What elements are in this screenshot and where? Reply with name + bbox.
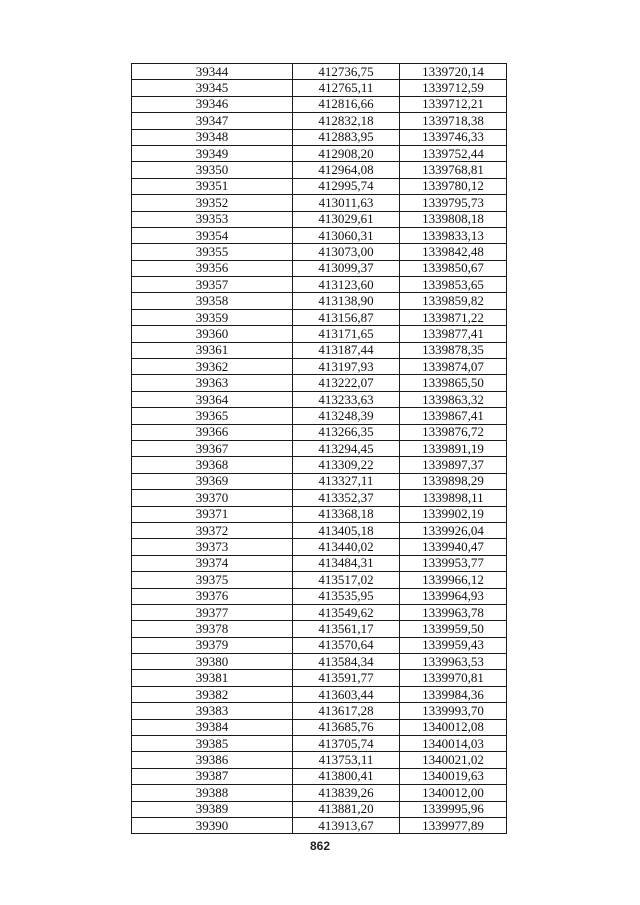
point-number-cell: 39386 bbox=[132, 752, 293, 768]
y-coordinate-cell: 1339891,19 bbox=[400, 440, 507, 456]
x-coordinate-cell: 413138,90 bbox=[293, 293, 400, 309]
y-coordinate-cell: 1339970,81 bbox=[400, 670, 507, 686]
x-coordinate-cell: 413549,62 bbox=[293, 604, 400, 620]
y-coordinate-cell: 1339876,72 bbox=[400, 424, 507, 440]
y-coordinate-cell: 1340021,02 bbox=[400, 752, 507, 768]
table-row bbox=[132, 637, 507, 653]
point-number-cell: 39369 bbox=[132, 473, 293, 489]
x-coordinate-cell: 412765,11 bbox=[293, 80, 400, 96]
page-number: 862 bbox=[309, 839, 331, 853]
x-coordinate-cell: 413073,00 bbox=[293, 244, 400, 260]
x-coordinate-cell: 413800,41 bbox=[293, 768, 400, 784]
table-row bbox=[132, 113, 507, 129]
table-row bbox=[132, 64, 507, 80]
y-coordinate-cell: 1339768,81 bbox=[400, 162, 507, 178]
table-row bbox=[132, 260, 507, 276]
y-coordinate-cell: 1339795,73 bbox=[400, 195, 507, 211]
table-row bbox=[132, 588, 507, 604]
y-coordinate-cell: 1339964,93 bbox=[400, 588, 507, 604]
point-number-cell: 39359 bbox=[132, 309, 293, 325]
x-coordinate-cell: 413029,61 bbox=[293, 211, 400, 227]
y-coordinate-cell: 1339863,32 bbox=[400, 391, 507, 407]
table-row bbox=[132, 195, 507, 211]
y-coordinate-cell: 1339993,70 bbox=[400, 703, 507, 719]
point-number-cell: 39388 bbox=[132, 785, 293, 801]
point-number-cell: 39382 bbox=[132, 686, 293, 702]
x-coordinate-cell: 413535,95 bbox=[293, 588, 400, 604]
y-coordinate-cell: 1339959,50 bbox=[400, 621, 507, 637]
point-number-cell: 39360 bbox=[132, 326, 293, 342]
coordinates-table bbox=[131, 63, 507, 834]
point-number-cell: 39363 bbox=[132, 375, 293, 391]
point-number-cell: 39344 bbox=[132, 64, 293, 80]
point-number-cell: 39381 bbox=[132, 670, 293, 686]
point-number-cell: 39370 bbox=[132, 490, 293, 506]
table-row bbox=[132, 309, 507, 325]
table-row bbox=[132, 129, 507, 145]
x-coordinate-cell: 412995,74 bbox=[293, 178, 400, 194]
y-coordinate-cell: 1339712,21 bbox=[400, 96, 507, 112]
table-row bbox=[132, 457, 507, 473]
y-coordinate-cell: 1339977,89 bbox=[400, 817, 507, 833]
table-row bbox=[132, 736, 507, 752]
y-coordinate-cell: 1339963,78 bbox=[400, 604, 507, 620]
x-coordinate-cell: 412832,18 bbox=[293, 113, 400, 129]
x-coordinate-cell: 413233,63 bbox=[293, 391, 400, 407]
y-coordinate-cell: 1339780,12 bbox=[400, 178, 507, 194]
table-row bbox=[132, 522, 507, 538]
x-coordinate-cell: 413187,44 bbox=[293, 342, 400, 358]
x-coordinate-cell: 413603,44 bbox=[293, 686, 400, 702]
y-coordinate-cell: 1339746,33 bbox=[400, 129, 507, 145]
y-coordinate-cell: 1339871,22 bbox=[400, 309, 507, 325]
point-number-cell: 39379 bbox=[132, 637, 293, 653]
x-coordinate-cell: 413405,18 bbox=[293, 522, 400, 538]
point-number-cell: 39371 bbox=[132, 506, 293, 522]
x-coordinate-cell: 413011,63 bbox=[293, 195, 400, 211]
table-row bbox=[132, 719, 507, 735]
y-coordinate-cell: 1340014,03 bbox=[400, 736, 507, 752]
x-coordinate-cell: 413248,39 bbox=[293, 408, 400, 424]
y-coordinate-cell: 1339940,47 bbox=[400, 539, 507, 555]
point-number-cell: 39357 bbox=[132, 277, 293, 293]
point-number-cell: 39378 bbox=[132, 621, 293, 637]
x-coordinate-cell: 413839,26 bbox=[293, 785, 400, 801]
point-number-cell: 39383 bbox=[132, 703, 293, 719]
table-row bbox=[132, 490, 507, 506]
y-coordinate-cell: 1339865,50 bbox=[400, 375, 507, 391]
x-coordinate-cell: 413327,11 bbox=[293, 473, 400, 489]
y-coordinate-cell: 1339867,41 bbox=[400, 408, 507, 424]
x-coordinate-cell: 412908,20 bbox=[293, 145, 400, 161]
point-number-cell: 39345 bbox=[132, 80, 293, 96]
x-coordinate-cell: 413294,45 bbox=[293, 440, 400, 456]
x-coordinate-cell: 412736,75 bbox=[293, 64, 400, 80]
x-coordinate-cell: 413171,65 bbox=[293, 326, 400, 342]
point-number-cell: 39361 bbox=[132, 342, 293, 358]
x-coordinate-cell: 413561,17 bbox=[293, 621, 400, 637]
y-coordinate-cell: 1339842,48 bbox=[400, 244, 507, 260]
point-number-cell: 39372 bbox=[132, 522, 293, 538]
table-row bbox=[132, 670, 507, 686]
point-number-cell: 39354 bbox=[132, 227, 293, 243]
coordinates-table-body bbox=[132, 64, 507, 834]
y-coordinate-cell: 1339833,13 bbox=[400, 227, 507, 243]
x-coordinate-cell: 413685,76 bbox=[293, 719, 400, 735]
x-coordinate-cell: 413570,64 bbox=[293, 637, 400, 653]
point-number-cell: 39373 bbox=[132, 539, 293, 555]
y-coordinate-cell: 1340012,00 bbox=[400, 785, 507, 801]
point-number-cell: 39368 bbox=[132, 457, 293, 473]
point-number-cell: 39362 bbox=[132, 359, 293, 375]
point-number-cell: 39367 bbox=[132, 440, 293, 456]
table-row bbox=[132, 145, 507, 161]
table-row bbox=[132, 572, 507, 588]
point-number-cell: 39353 bbox=[132, 211, 293, 227]
y-coordinate-cell: 1339720,14 bbox=[400, 64, 507, 80]
y-coordinate-cell: 1339878,35 bbox=[400, 342, 507, 358]
point-number-cell: 39350 bbox=[132, 162, 293, 178]
y-coordinate-cell: 1340019,63 bbox=[400, 768, 507, 784]
table-row bbox=[132, 768, 507, 784]
table-row bbox=[132, 162, 507, 178]
x-coordinate-cell: 413266,35 bbox=[293, 424, 400, 440]
y-coordinate-cell: 1339808,18 bbox=[400, 211, 507, 227]
table-row bbox=[132, 440, 507, 456]
table-row bbox=[132, 244, 507, 260]
point-number-cell: 39349 bbox=[132, 145, 293, 161]
x-coordinate-cell: 413617,28 bbox=[293, 703, 400, 719]
point-number-cell: 39355 bbox=[132, 244, 293, 260]
point-number-cell: 39376 bbox=[132, 588, 293, 604]
table-row bbox=[132, 703, 507, 719]
x-coordinate-cell: 413753,11 bbox=[293, 752, 400, 768]
y-coordinate-cell: 1339718,38 bbox=[400, 113, 507, 129]
point-number-cell: 39358 bbox=[132, 293, 293, 309]
x-coordinate-cell: 413591,77 bbox=[293, 670, 400, 686]
y-coordinate-cell: 1339877,41 bbox=[400, 326, 507, 342]
x-coordinate-cell: 413881,20 bbox=[293, 801, 400, 817]
y-coordinate-cell: 1339859,82 bbox=[400, 293, 507, 309]
x-coordinate-cell: 413705,74 bbox=[293, 736, 400, 752]
x-coordinate-cell: 413517,02 bbox=[293, 572, 400, 588]
point-number-cell: 39375 bbox=[132, 572, 293, 588]
point-number-cell: 39365 bbox=[132, 408, 293, 424]
point-number-cell: 39364 bbox=[132, 391, 293, 407]
x-coordinate-cell: 413060,31 bbox=[293, 227, 400, 243]
table-row bbox=[132, 293, 507, 309]
point-number-cell: 39374 bbox=[132, 555, 293, 571]
table-row bbox=[132, 227, 507, 243]
table-row bbox=[132, 359, 507, 375]
point-number-cell: 39348 bbox=[132, 129, 293, 145]
point-number-cell: 39390 bbox=[132, 817, 293, 833]
table-row bbox=[132, 80, 507, 96]
point-number-cell: 39384 bbox=[132, 719, 293, 735]
y-coordinate-cell: 1339959,43 bbox=[400, 637, 507, 653]
point-number-cell: 39356 bbox=[132, 260, 293, 276]
point-number-cell: 39389 bbox=[132, 801, 293, 817]
y-coordinate-cell: 1339926,04 bbox=[400, 522, 507, 538]
table-row bbox=[132, 96, 507, 112]
table-row bbox=[132, 391, 507, 407]
y-coordinate-cell: 1339966,12 bbox=[400, 572, 507, 588]
table-row bbox=[132, 654, 507, 670]
x-coordinate-cell: 413352,37 bbox=[293, 490, 400, 506]
x-coordinate-cell: 413099,37 bbox=[293, 260, 400, 276]
table-row bbox=[132, 424, 507, 440]
table-row bbox=[132, 785, 507, 801]
table-row bbox=[132, 817, 507, 833]
point-number-cell: 39347 bbox=[132, 113, 293, 129]
x-coordinate-cell: 413156,87 bbox=[293, 309, 400, 325]
table-row bbox=[132, 342, 507, 358]
y-coordinate-cell: 1339853,65 bbox=[400, 277, 507, 293]
point-number-cell: 39346 bbox=[132, 96, 293, 112]
x-coordinate-cell: 412964,08 bbox=[293, 162, 400, 178]
table-row bbox=[132, 801, 507, 817]
table-row bbox=[132, 375, 507, 391]
table-row bbox=[132, 686, 507, 702]
table-row bbox=[132, 506, 507, 522]
table-row bbox=[132, 555, 507, 571]
table-row bbox=[132, 473, 507, 489]
table-row bbox=[132, 277, 507, 293]
point-number-cell: 39352 bbox=[132, 195, 293, 211]
y-coordinate-cell: 1339953,77 bbox=[400, 555, 507, 571]
x-coordinate-cell: 413222,07 bbox=[293, 375, 400, 391]
table-row bbox=[132, 752, 507, 768]
point-number-cell: 39377 bbox=[132, 604, 293, 620]
x-coordinate-cell: 413440,02 bbox=[293, 539, 400, 555]
x-coordinate-cell: 413368,18 bbox=[293, 506, 400, 522]
y-coordinate-cell: 1339902,19 bbox=[400, 506, 507, 522]
table-row bbox=[132, 604, 507, 620]
point-number-cell: 39380 bbox=[132, 654, 293, 670]
x-coordinate-cell: 413197,93 bbox=[293, 359, 400, 375]
y-coordinate-cell: 1339850,67 bbox=[400, 260, 507, 276]
table-row bbox=[132, 621, 507, 637]
table-row bbox=[132, 539, 507, 555]
point-number-cell: 39387 bbox=[132, 768, 293, 784]
y-coordinate-cell: 1339898,11 bbox=[400, 490, 507, 506]
y-coordinate-cell: 1339874,07 bbox=[400, 359, 507, 375]
y-coordinate-cell: 1339897,37 bbox=[400, 457, 507, 473]
point-number-cell: 39366 bbox=[132, 424, 293, 440]
point-number-cell: 39385 bbox=[132, 736, 293, 752]
x-coordinate-cell: 412816,66 bbox=[293, 96, 400, 112]
y-coordinate-cell: 1339995,96 bbox=[400, 801, 507, 817]
x-coordinate-cell: 413913,67 bbox=[293, 817, 400, 833]
y-coordinate-cell: 1340012,08 bbox=[400, 719, 507, 735]
y-coordinate-cell: 1339712,59 bbox=[400, 80, 507, 96]
table-row bbox=[132, 408, 507, 424]
table-row bbox=[132, 326, 507, 342]
x-coordinate-cell: 413123,60 bbox=[293, 277, 400, 293]
table-row bbox=[132, 178, 507, 194]
table-row bbox=[132, 211, 507, 227]
y-coordinate-cell: 1339898,29 bbox=[400, 473, 507, 489]
y-coordinate-cell: 1339752,44 bbox=[400, 145, 507, 161]
point-number-cell: 39351 bbox=[132, 178, 293, 194]
x-coordinate-cell: 412883,95 bbox=[293, 129, 400, 145]
x-coordinate-cell: 413309,22 bbox=[293, 457, 400, 473]
y-coordinate-cell: 1339984,36 bbox=[400, 686, 507, 702]
x-coordinate-cell: 413484,31 bbox=[293, 555, 400, 571]
x-coordinate-cell: 413584,34 bbox=[293, 654, 400, 670]
y-coordinate-cell: 1339963,53 bbox=[400, 654, 507, 670]
